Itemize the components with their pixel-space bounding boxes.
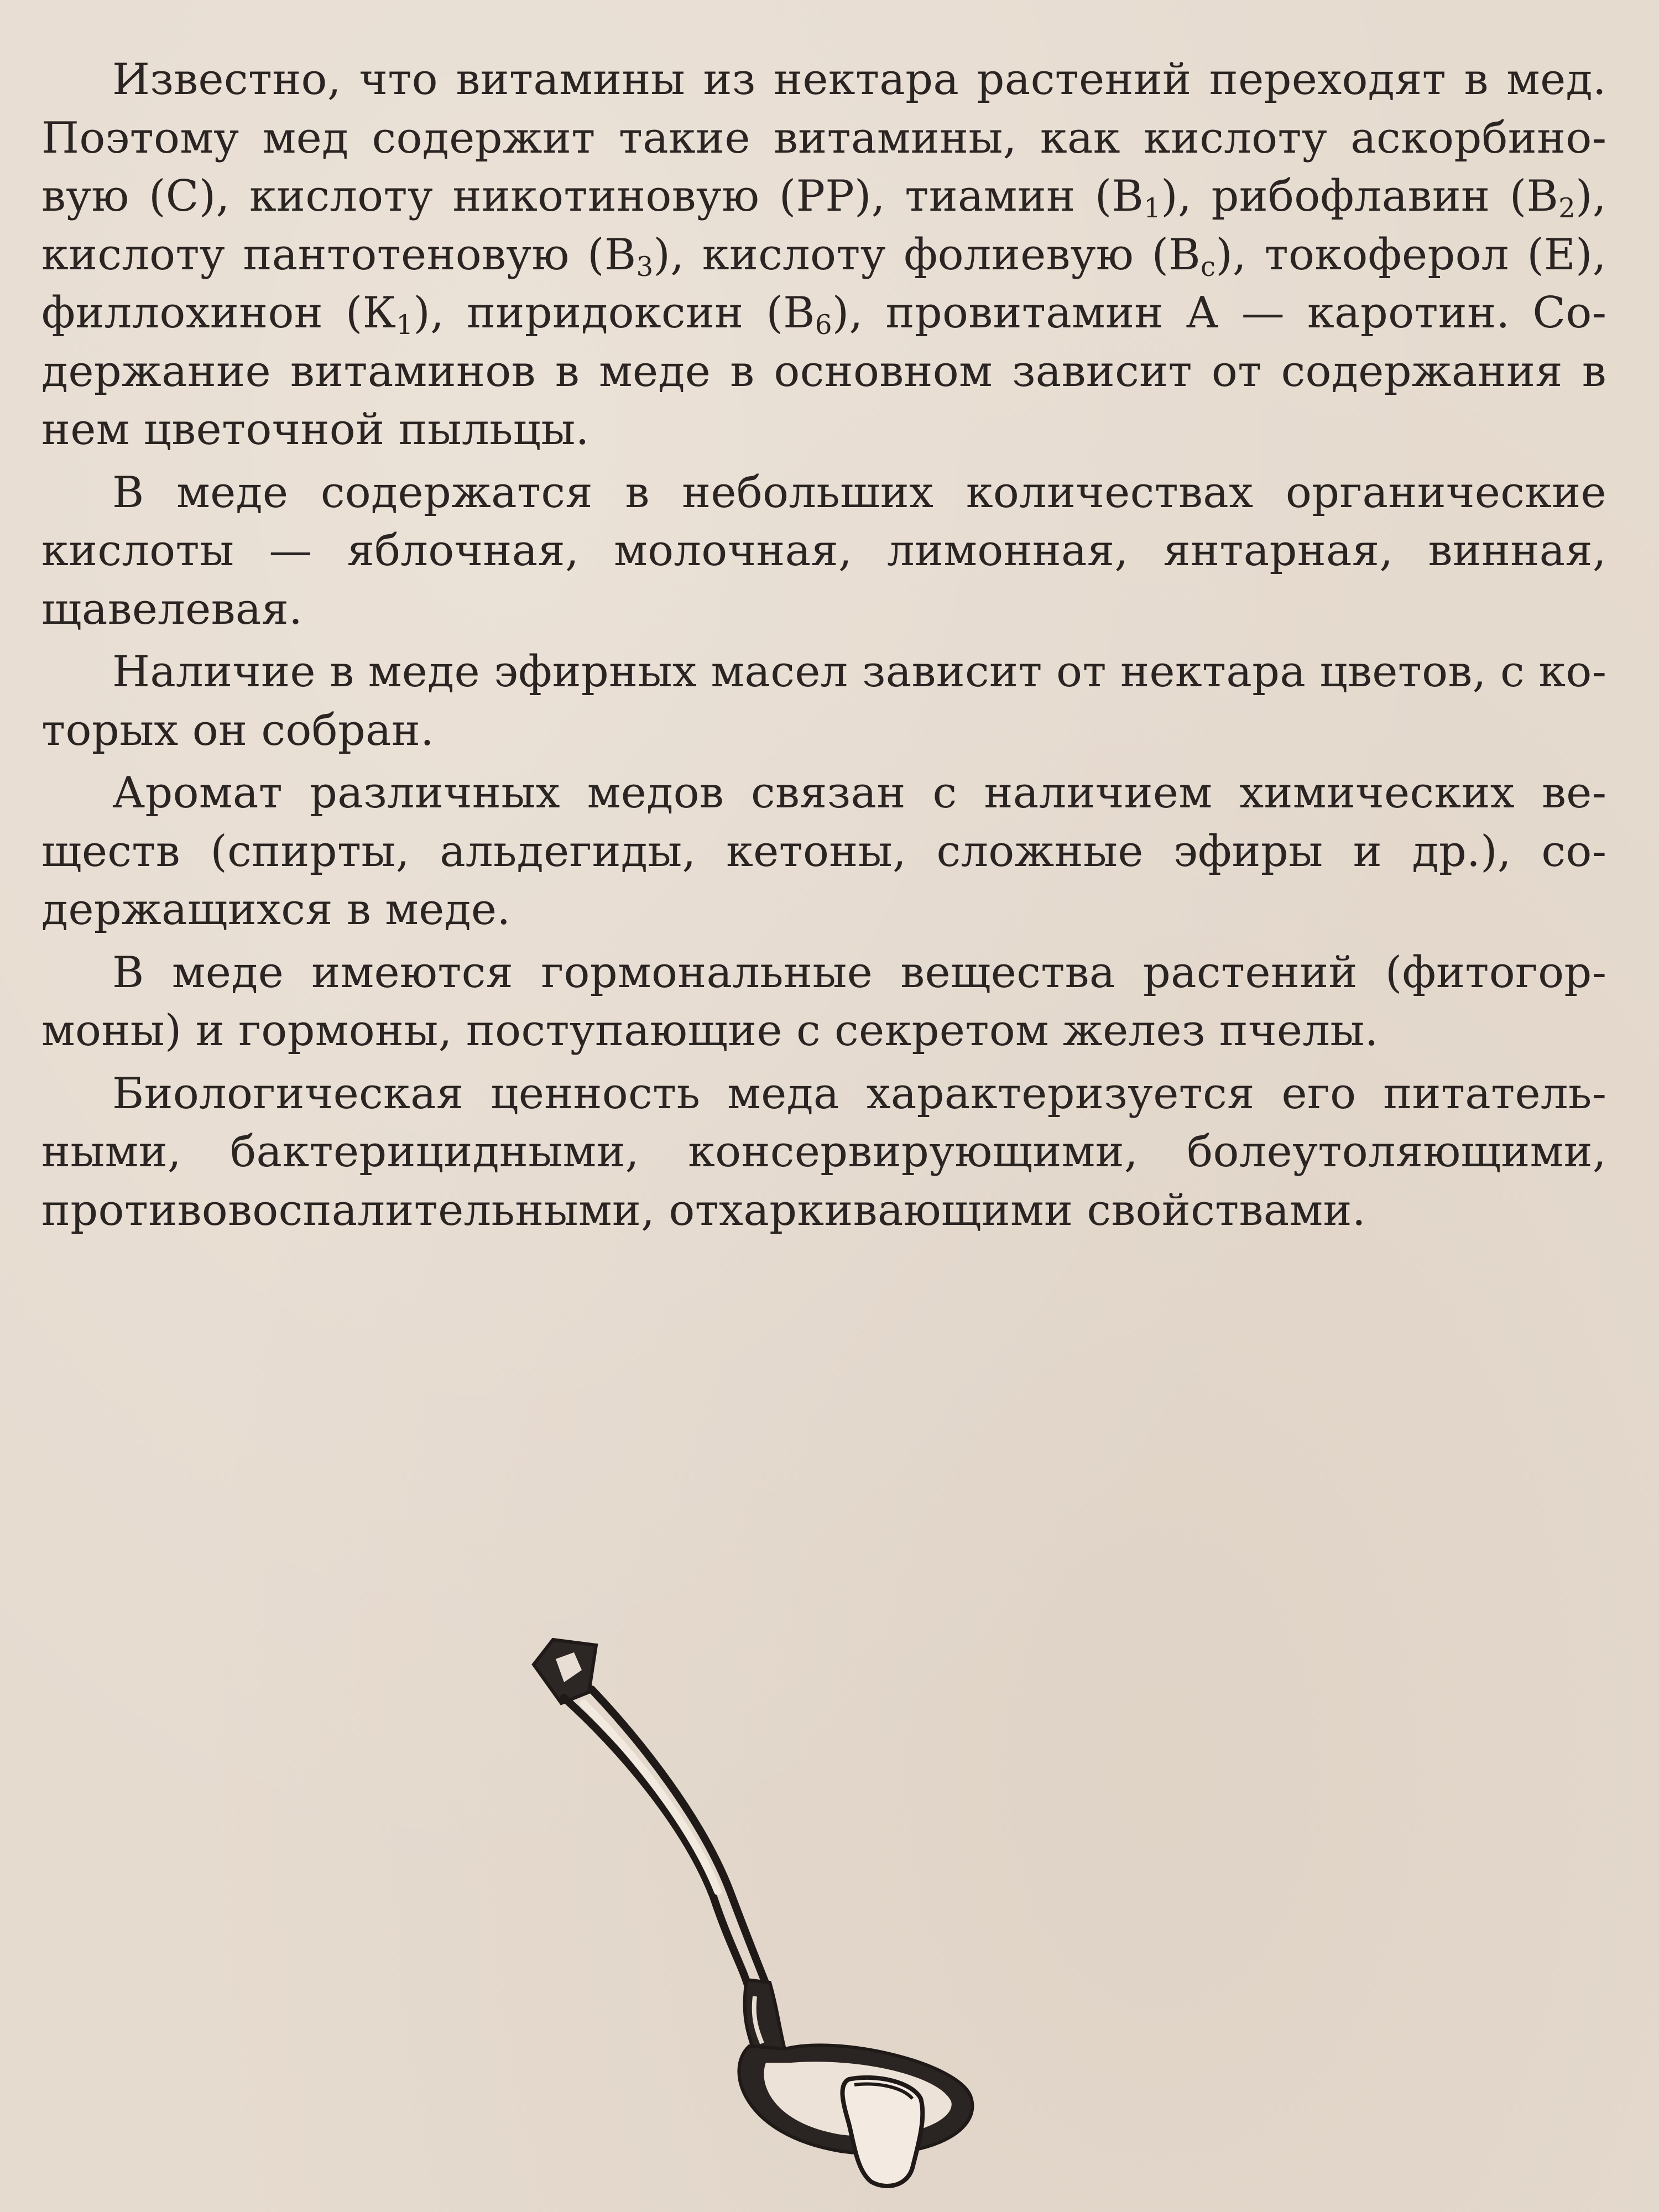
- paragraph-aroma: Аромат различных медов связан с наличием химических веществ (спирты, альдегиды, кетоны, сложные эфиры и др.), содержащихся в меде.: [41, 768, 1606, 935]
- honey-spoon-icon: [531, 1637, 995, 2190]
- paragraph-essential-oils: Наличие в меде эфирных масел зависит от нектара цветов, с которых он собран.: [41, 647, 1606, 755]
- body-text: [41, 51, 1606, 1240]
- paragraph-vitamins: Известно, что витамины из нектара растений переходят в мед. Поэтому мед содержит такие витамины, как кислоту аскорбиновую (С), кислоту никотиновую (РР), тиамин $(В_1)$, рибофлавин $(В_2)$, кислоту пантотеновую $(В_3)$, кислоту фолиевую $(В_c)$, токоферол (Е), филлохинон $(К_1)$, пиридоксин $(В_6)$, провитамин А — каротин. Содержание витаминов в меде в основном зависит от содержания в нем цветочной пыльцы.: [41, 55, 1606, 455]
- paragraph-hormones: В меде имеются гормональные вещества растений (фитогормоны) и гормоны, поступающие с секретом желез пчелы.: [41, 947, 1606, 1056]
- paragraph-organic-acids: В меде содержатся в небольших количествах органические кислоты — яблочная, молочная, лимонная, янтарная, винная, щавелевая.: [41, 467, 1606, 634]
- paragraph-biological-value: Биологическая ценность меда характеризуется его питательными, бактерицидными, консервирующими, болеутоляющими, противовоспалительными, отхаркивающими свойствами.: [41, 1068, 1606, 1235]
